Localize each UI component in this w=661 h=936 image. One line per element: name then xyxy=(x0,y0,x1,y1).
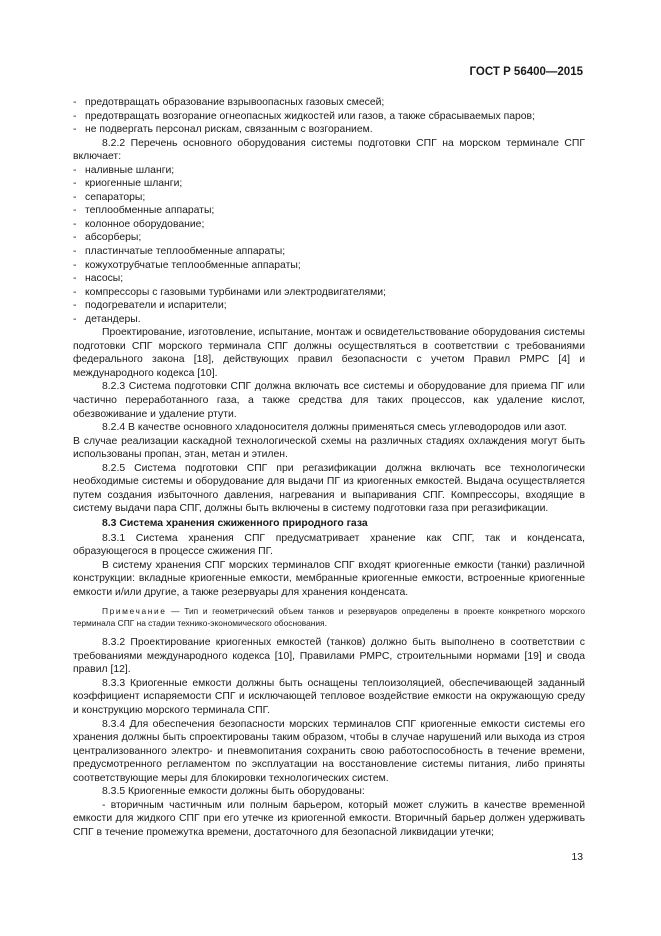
paragraph-design: Проектирование, изготовление, испытание, монтаж и освидетельствование оборудования системы подготовки СПГ морского терминала СПГ должны осуществляться в соответствии с требованиями федерального закона [18], действующих правил безопасности с учетом Правил РМРС [4] и международного кодекса [10]. xyxy=(73,327,585,379)
paragraph-8-2-4b: В случае реализации каскадной технологической схемы на различных стадиях охлаждения могут быть использованы пропан, этан, метан и этилен. xyxy=(73,435,585,461)
page-body xyxy=(73,96,585,839)
paragraph-8-2-5: 8.2.5 Система подготовки СПГ при регазификации должна включать все технологически необходимые системы и оборудование для выдачи ПГ из криогенных емкостей. Выдача осуществляется путем создания избыточного давления, нагревания и выпаривания СПГ. Компрессоры, входящие в систему выдачи пара СПГ, должны быть включены в систему подготовки газа при регазификации. xyxy=(73,462,585,515)
list-item xyxy=(73,259,585,273)
list-item xyxy=(73,191,585,205)
paragraph-barrier: - вторичным частичным или полным барьером, который может служить в качестве временной емкости для жидкого СПГ при его утечке из криогенной емкости. Вторичный барьер должен удерживать СПГ в течение промежутка времени, достаточного для безопасной ликвидации утечки; xyxy=(73,799,585,838)
list-item-text: абсорберы; xyxy=(85,232,142,244)
paragraph-8-2-4a: 8.2.4 В качестве основного хладоносителя должны применяться смесь углеводородов или азот. xyxy=(102,422,567,434)
list-item-text: не подвергать персонал рискам, связанным с возгоранием. xyxy=(85,124,373,136)
list-item xyxy=(73,299,585,313)
paragraph-8-3-2: 8.3.2 Проектирование криогенных емкостей (танков) должно быть выполнено в соответствии с требованиями международного кодекса [10], Правилами РМРС, строительными нормами [19] и свода правил [12]. xyxy=(73,637,585,676)
paragraph-tanks: В систему хранения СПГ морских терминалов СПГ входят криогенные емкости (танки) различной конструкции: вкладные криогенные емкости, мембранные криогенные емкости, встроенные криогенные емкости и/или другие, а также резервуары для хранения конденсата. xyxy=(73,559,585,598)
paragraph-8-2-2: 8.2.2 Перечень основного оборудования системы подготовки СПГ на морском терминале СПГ включает: xyxy=(73,137,585,163)
list-item-text: компрессоры с газовыми турбинами или электродвигателями; xyxy=(85,286,386,298)
note xyxy=(73,606,585,629)
paragraph-8-3-3: 8.3.3 Криогенные емкости должны быть оснащены теплоизоляцией, обеспечивающей заданный коэффициент испаряемости СПГ и исключающей тепловое воздействие емкости на окружающую среду и конструкцию морского терминала СПГ. xyxy=(73,677,585,716)
list-item-text: сепараторы; xyxy=(85,191,146,203)
list-item-text: предотвращать возгорание огнеопасных жидкостей или газов, а также сбрасываемых паров; xyxy=(85,110,535,122)
list-item xyxy=(73,231,585,245)
list-item-text: насосы; xyxy=(85,273,124,285)
dash-marker: - xyxy=(73,124,77,136)
dash-marker: - xyxy=(73,97,77,108)
list-item xyxy=(73,123,585,137)
paragraph-8-3-5: 8.3.5 Криогенные емкости должны быть оборудованы: xyxy=(102,786,365,798)
list-item xyxy=(73,204,585,218)
dash-marker: - xyxy=(73,205,77,217)
dash-marker: - xyxy=(73,232,77,244)
list-item xyxy=(73,177,585,191)
list-item-text: пластинчатые теплообменные аппараты; xyxy=(85,246,286,258)
list-item-text: теплообменные аппараты; xyxy=(85,205,215,217)
list-item-text: колонное оборудование; xyxy=(85,218,205,230)
note-label: Примечание xyxy=(102,606,167,617)
list-item xyxy=(73,218,585,232)
list-item-text: предотвращать образование взрывоопасных газовых смесей; xyxy=(85,97,385,108)
dash-marker: - xyxy=(73,178,77,190)
document-code: ГОСТ Р 56400—2015 xyxy=(469,66,583,78)
list-item xyxy=(73,313,585,327)
list-item-text: наливные шланги; xyxy=(85,164,175,176)
dash-marker: - xyxy=(73,286,77,298)
dash-marker: - xyxy=(73,191,77,203)
dash-marker: - xyxy=(73,110,77,122)
dash-marker: - xyxy=(73,246,77,258)
dash-marker: - xyxy=(73,273,77,285)
list-item-text: криогенные шланги; xyxy=(85,178,183,190)
dash-marker: - xyxy=(73,259,77,271)
list-item-text: кожухотрубчатые теплообменные аппараты; xyxy=(85,259,301,271)
list-item-text: подогреватели и испарители; xyxy=(85,300,227,312)
list-item xyxy=(73,110,585,124)
dash-marker: - xyxy=(73,218,77,230)
paragraph-8-3-1: 8.3.1 Система хранения СПГ предусматривает хранение как СПГ, так и конденсата, образующегося в процессе сжижения ПГ. xyxy=(73,532,585,558)
list-item xyxy=(73,96,585,110)
note-text: — Тип и геометрический объем танков и резервуаров определены в проекте конкретного морского терминала СПГ на стадии технико-экономического обоснования. xyxy=(73,606,585,628)
section-heading-8-3: 8.3 Система хранения сжиженного природного газа xyxy=(102,517,368,529)
list-item xyxy=(73,272,585,286)
list-item xyxy=(73,164,585,178)
paragraph-8-2-3: 8.2.3 Система подготовки СПГ должна включать все системы и оборудование для приема ПГ или частично переработанного газа, а также средства для таких процессов, как удаление кислот, обезвоживание и удаление ртути. xyxy=(73,381,585,420)
list-item-text: детандеры. xyxy=(85,313,141,325)
dash-marker: - xyxy=(73,300,77,312)
dash-marker: - xyxy=(73,313,77,325)
dash-marker: - xyxy=(73,164,77,176)
page-number: 13 xyxy=(571,852,583,863)
list-item xyxy=(73,245,585,259)
paragraph-8-3-4: 8.3.4 Для обеспечения безопасности морских терминалов СПГ криогенные емкости системы его хранения должны быть спроектированы таким образом, чтобы в случае нарушений или выхода из строя централизованного электро- и пневмопитания сохранить свою работоспособность в течение времени, предусмотренного регламентом по эксплуатации на восстановление системы питания, либо приняты соответствующие меры для блокировки технологических систем. xyxy=(73,718,585,784)
list-item xyxy=(73,286,585,300)
